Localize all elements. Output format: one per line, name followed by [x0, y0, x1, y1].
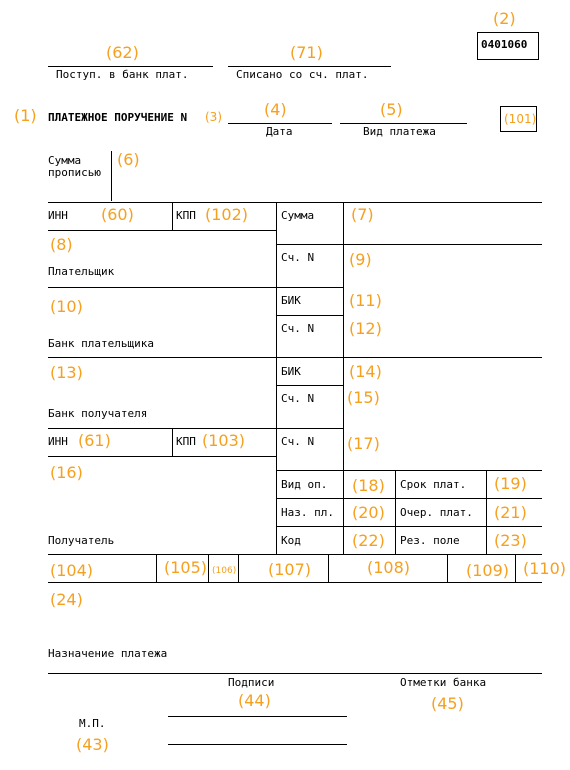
- stamp-label: М.П.: [79, 717, 106, 730]
- marker-1: (1): [14, 106, 37, 125]
- marker-71: (71): [290, 43, 323, 62]
- grid-line-purpose-code: [276, 498, 542, 499]
- grid-vline-right: [343, 202, 344, 554]
- recipient-bank-label: Банк получателя: [48, 407, 148, 420]
- marker-5: (5): [380, 100, 403, 119]
- marker-11: (11): [349, 291, 382, 310]
- grid-line-inn-recipient: [48, 456, 276, 457]
- marker-9: (9): [349, 250, 372, 269]
- marker-102: (102): [205, 205, 249, 224]
- amount-label: Сумма: [281, 209, 315, 222]
- account-no-label-4: Сч. N: [281, 435, 315, 448]
- grid-line-payer: [48, 287, 343, 288]
- marker-18: (18): [352, 476, 385, 495]
- marker-60: (60): [101, 205, 134, 224]
- tax-vline-5: [447, 554, 448, 582]
- form-code: 0401060: [481, 38, 528, 51]
- account-no-label-2: Сч. N: [281, 322, 315, 335]
- grid-line-op: [276, 470, 542, 471]
- signatures-label: Подписи: [228, 676, 275, 689]
- marker-12: (12): [349, 319, 382, 338]
- received-label: Поступ. в банк плат.: [56, 68, 189, 81]
- received-line: [48, 66, 213, 67]
- marker-8: (8): [50, 235, 73, 254]
- grid-line-payer-bank: [48, 357, 542, 358]
- marker-23: (23): [494, 531, 527, 550]
- inn-payer-label: ИНН: [48, 209, 68, 222]
- marker-20: (20): [352, 503, 385, 522]
- amount-words-label: Сумма прописью: [48, 154, 101, 179]
- bik-label-2: БИК: [281, 365, 301, 378]
- recipient-label: Получатель: [48, 534, 115, 547]
- payer-bank-label: Банк плательщика: [48, 337, 154, 350]
- tax-vline-1: [156, 554, 157, 582]
- pay-order-label: Очер. плат.: [400, 506, 473, 519]
- payment-purpose-label: Назначение платежа: [48, 647, 168, 660]
- marker-22: (22): [352, 531, 385, 550]
- written-off-label: Списано со сч. плат.: [236, 68, 369, 81]
- purpose-bottom-line: [48, 673, 542, 674]
- grid-vline-term: [486, 470, 487, 554]
- bik-label-1: БИК: [281, 294, 301, 307]
- tax-vline-2: [208, 554, 209, 582]
- account-no-label-3: Сч. N: [281, 392, 315, 405]
- marker-61: (61): [78, 431, 111, 450]
- marker-17: (17): [347, 434, 380, 453]
- kpp-payer-label: КПП: [176, 209, 196, 222]
- marker-101: (101): [504, 112, 537, 126]
- marker-13: (13): [50, 363, 83, 382]
- marker-7: (7): [351, 205, 374, 224]
- marker-21: (21): [494, 503, 527, 522]
- grid-vline-kpp-payer: [172, 202, 173, 230]
- marker-44: (44): [238, 691, 271, 710]
- marker-105: (105): [164, 558, 208, 577]
- grid-line-amount: [276, 244, 542, 245]
- marker-16: (16): [50, 463, 83, 482]
- marker-2: (2): [493, 9, 516, 28]
- bank-marks-label: Отметки банка: [400, 676, 487, 689]
- date-label: Дата: [266, 125, 293, 138]
- grid-vline-field-right: [395, 470, 396, 554]
- grid-vline-middle: [276, 202, 277, 554]
- grid-line-tax-bottom: [48, 582, 542, 583]
- grid-line-bik1: [276, 315, 343, 316]
- amount-words-divider: [111, 151, 112, 201]
- payment-type-label: Вид платежа: [363, 125, 436, 138]
- pay-term-label: Срок плат.: [400, 478, 467, 491]
- grid-line-inn-payer: [48, 230, 276, 231]
- marker-45: (45): [431, 694, 464, 713]
- tax-vline-6: [515, 554, 516, 582]
- tax-vline-3: [238, 554, 239, 582]
- grid-line-bik2: [276, 385, 343, 386]
- kpp-recipient-label: КПП: [176, 435, 196, 448]
- purpose-code-label: Наз. пл.: [281, 506, 334, 519]
- tax-vline-4: [328, 554, 329, 582]
- op-type-label: Вид оп.: [281, 478, 328, 491]
- code-label: Код: [281, 534, 301, 547]
- marker-4: (4): [264, 100, 287, 119]
- grid-line-top: [48, 202, 542, 203]
- grid-vline-kpp-recipient: [172, 428, 173, 456]
- payment-type-line: [340, 123, 467, 124]
- marker-10: (10): [50, 297, 83, 316]
- marker-110: (110): [523, 559, 567, 578]
- grid-line-recipient-bank: [48, 428, 343, 429]
- grid-line-code: [276, 526, 542, 527]
- date-line: [228, 123, 332, 124]
- marker-108: (108): [367, 558, 411, 577]
- marker-109: (109): [466, 561, 510, 580]
- marker-104: (104): [50, 561, 94, 580]
- account-no-label-1: Сч. N: [281, 251, 315, 264]
- written-off-line: [228, 66, 391, 67]
- document-title: ПЛАТЕЖНОЕ ПОРУЧЕНИЕ N: [48, 111, 188, 124]
- grid-line-tax-top: [48, 554, 542, 555]
- inn-recipient-label: ИНН: [48, 435, 68, 448]
- marker-106: (106): [212, 566, 237, 576]
- reserve-label: Рез. поле: [400, 534, 460, 547]
- marker-62: (62): [106, 43, 139, 62]
- payer-label: Плательщик: [48, 265, 115, 278]
- marker-6: (6): [117, 150, 140, 169]
- marker-14: (14): [349, 362, 382, 381]
- marker-107: (107): [268, 560, 312, 579]
- signature-line-1: [168, 716, 347, 717]
- marker-19: (19): [494, 474, 527, 493]
- marker-3: (3): [205, 110, 222, 124]
- signature-line-2: [168, 744, 347, 745]
- marker-43: (43): [76, 735, 109, 754]
- marker-24: (24): [50, 590, 83, 609]
- marker-15: (15): [347, 388, 380, 407]
- marker-103: (103): [202, 431, 246, 450]
